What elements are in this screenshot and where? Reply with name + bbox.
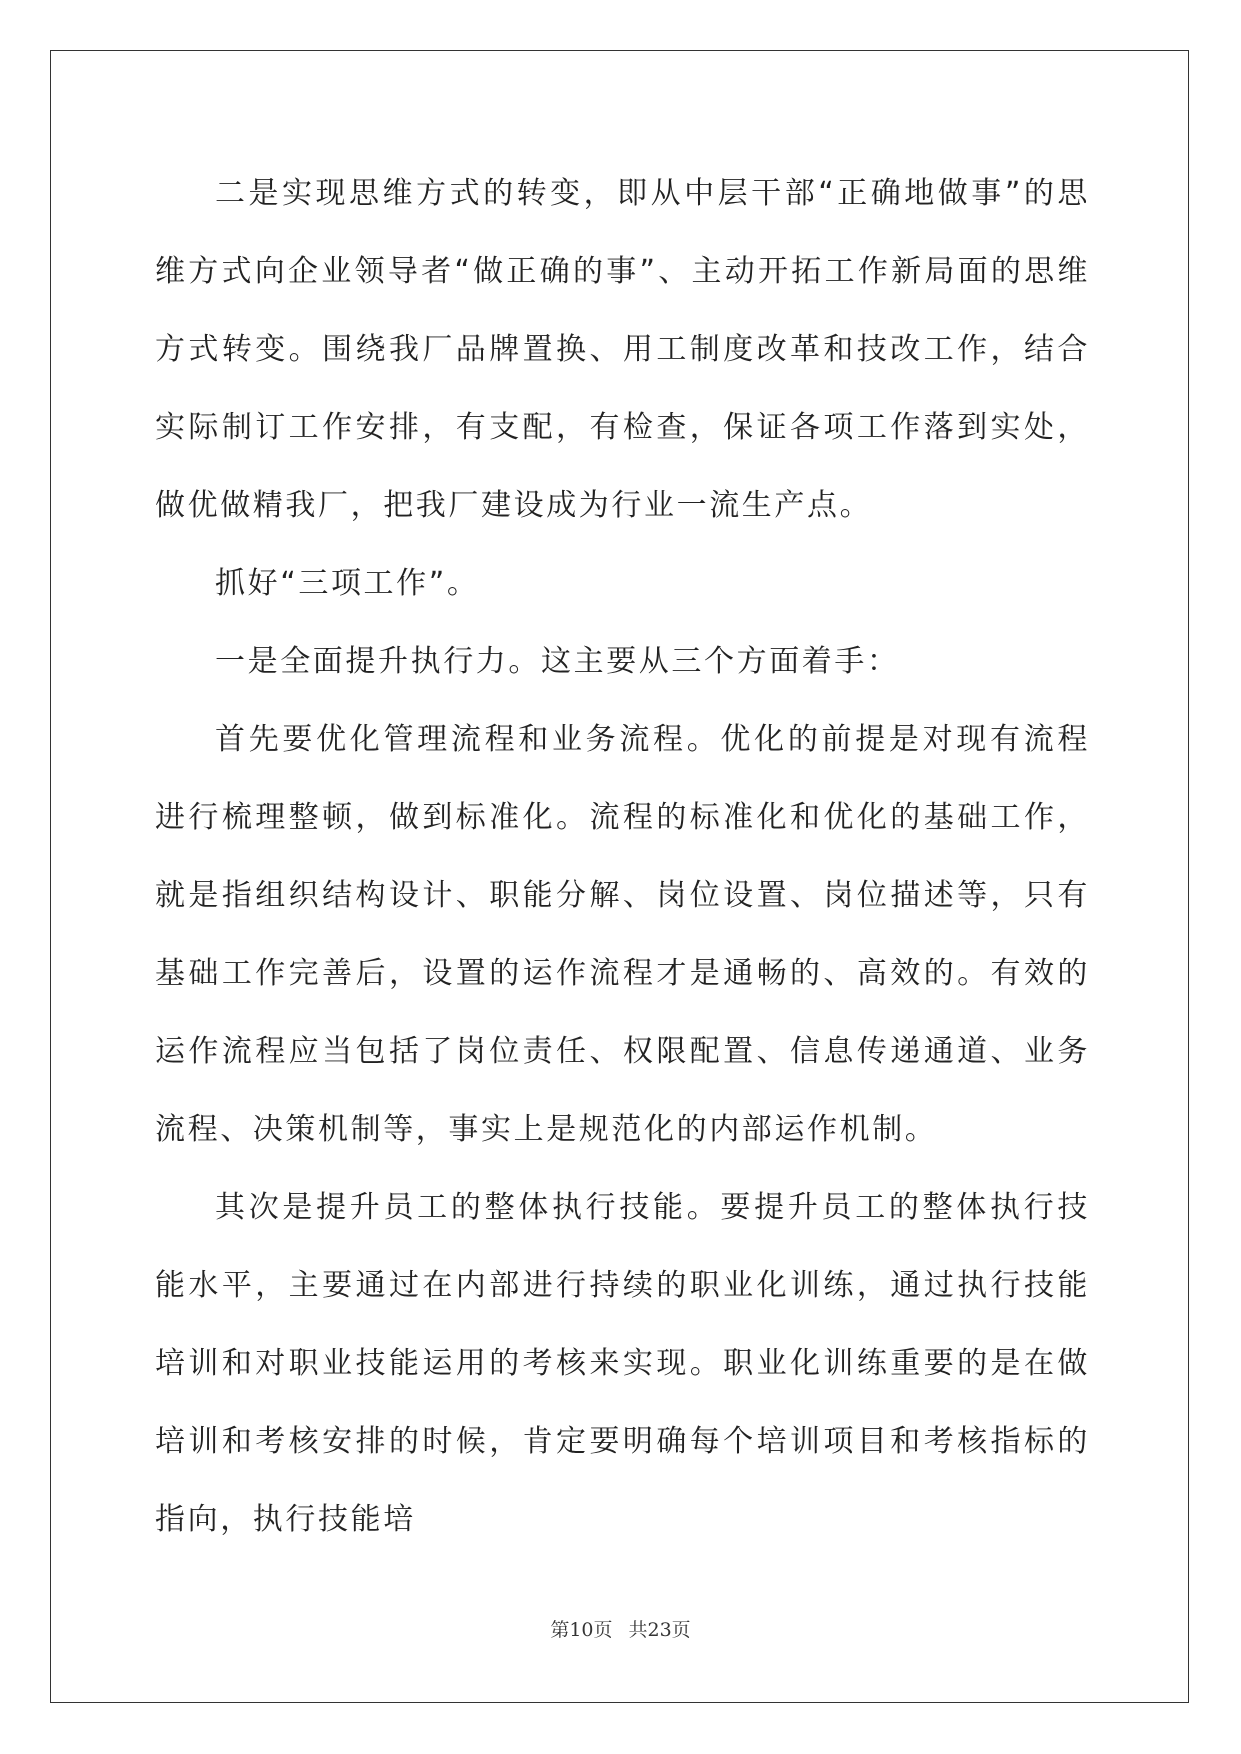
page-number-total: 共23页 — [628, 1619, 691, 1641]
page-number-current: 第10页 — [550, 1619, 613, 1641]
paragraph-thinking-shift: 二是实现思维方式的转变，即从中层干部“正确地做事”的思维方式向企业领导者“做正确的事”、主动开拓工作新局面的思维方式转变。围绕我厂品牌置换、用工制度改革和技改工作，结合实际制订工作安排，有支配，有检查，保证各项工作落到实处，做优做精我厂，把我厂建设成为行业一流生产点。 — [155, 176, 1090, 523]
paragraph-three-tasks: 抓好“三项工作”。 — [215, 566, 480, 601]
paragraph-skill-improvement: 其次是提升员工的整体执行技能。要提升员工的整体执行技能水平，主要通过在内部进行持续的职业化训练，通过执行技能培训和对职业技能运用的考核来实现。职业化训练重要的是在做培训和考核安排的时候，肯定要明确每个培训项目和考核指标的指向，执行技能培 — [155, 1190, 1090, 1537]
paragraph-execution: 一是全面提升执行力。这主要从三个方面着手： — [215, 644, 900, 679]
document-body — [155, 155, 1090, 1559]
paragraph-process-optimization: 首先要优化管理流程和业务流程。优化的前提是对现有流程进行梳理整顿，做到标准化。流程的标准化和优化的基础工作，就是指组织结构设计、职能分解、岗位设置、岗位描述等，只有基础工作完善后，设置的运作流程才是通畅的、高效的。有效的运作流程应当包括了岗位责任、权限配置、信息传递通道、业务流程、决策机制等，事实上是规范化的内部运作机制。 — [155, 722, 1090, 1147]
page-footer — [0, 1615, 1241, 1642]
